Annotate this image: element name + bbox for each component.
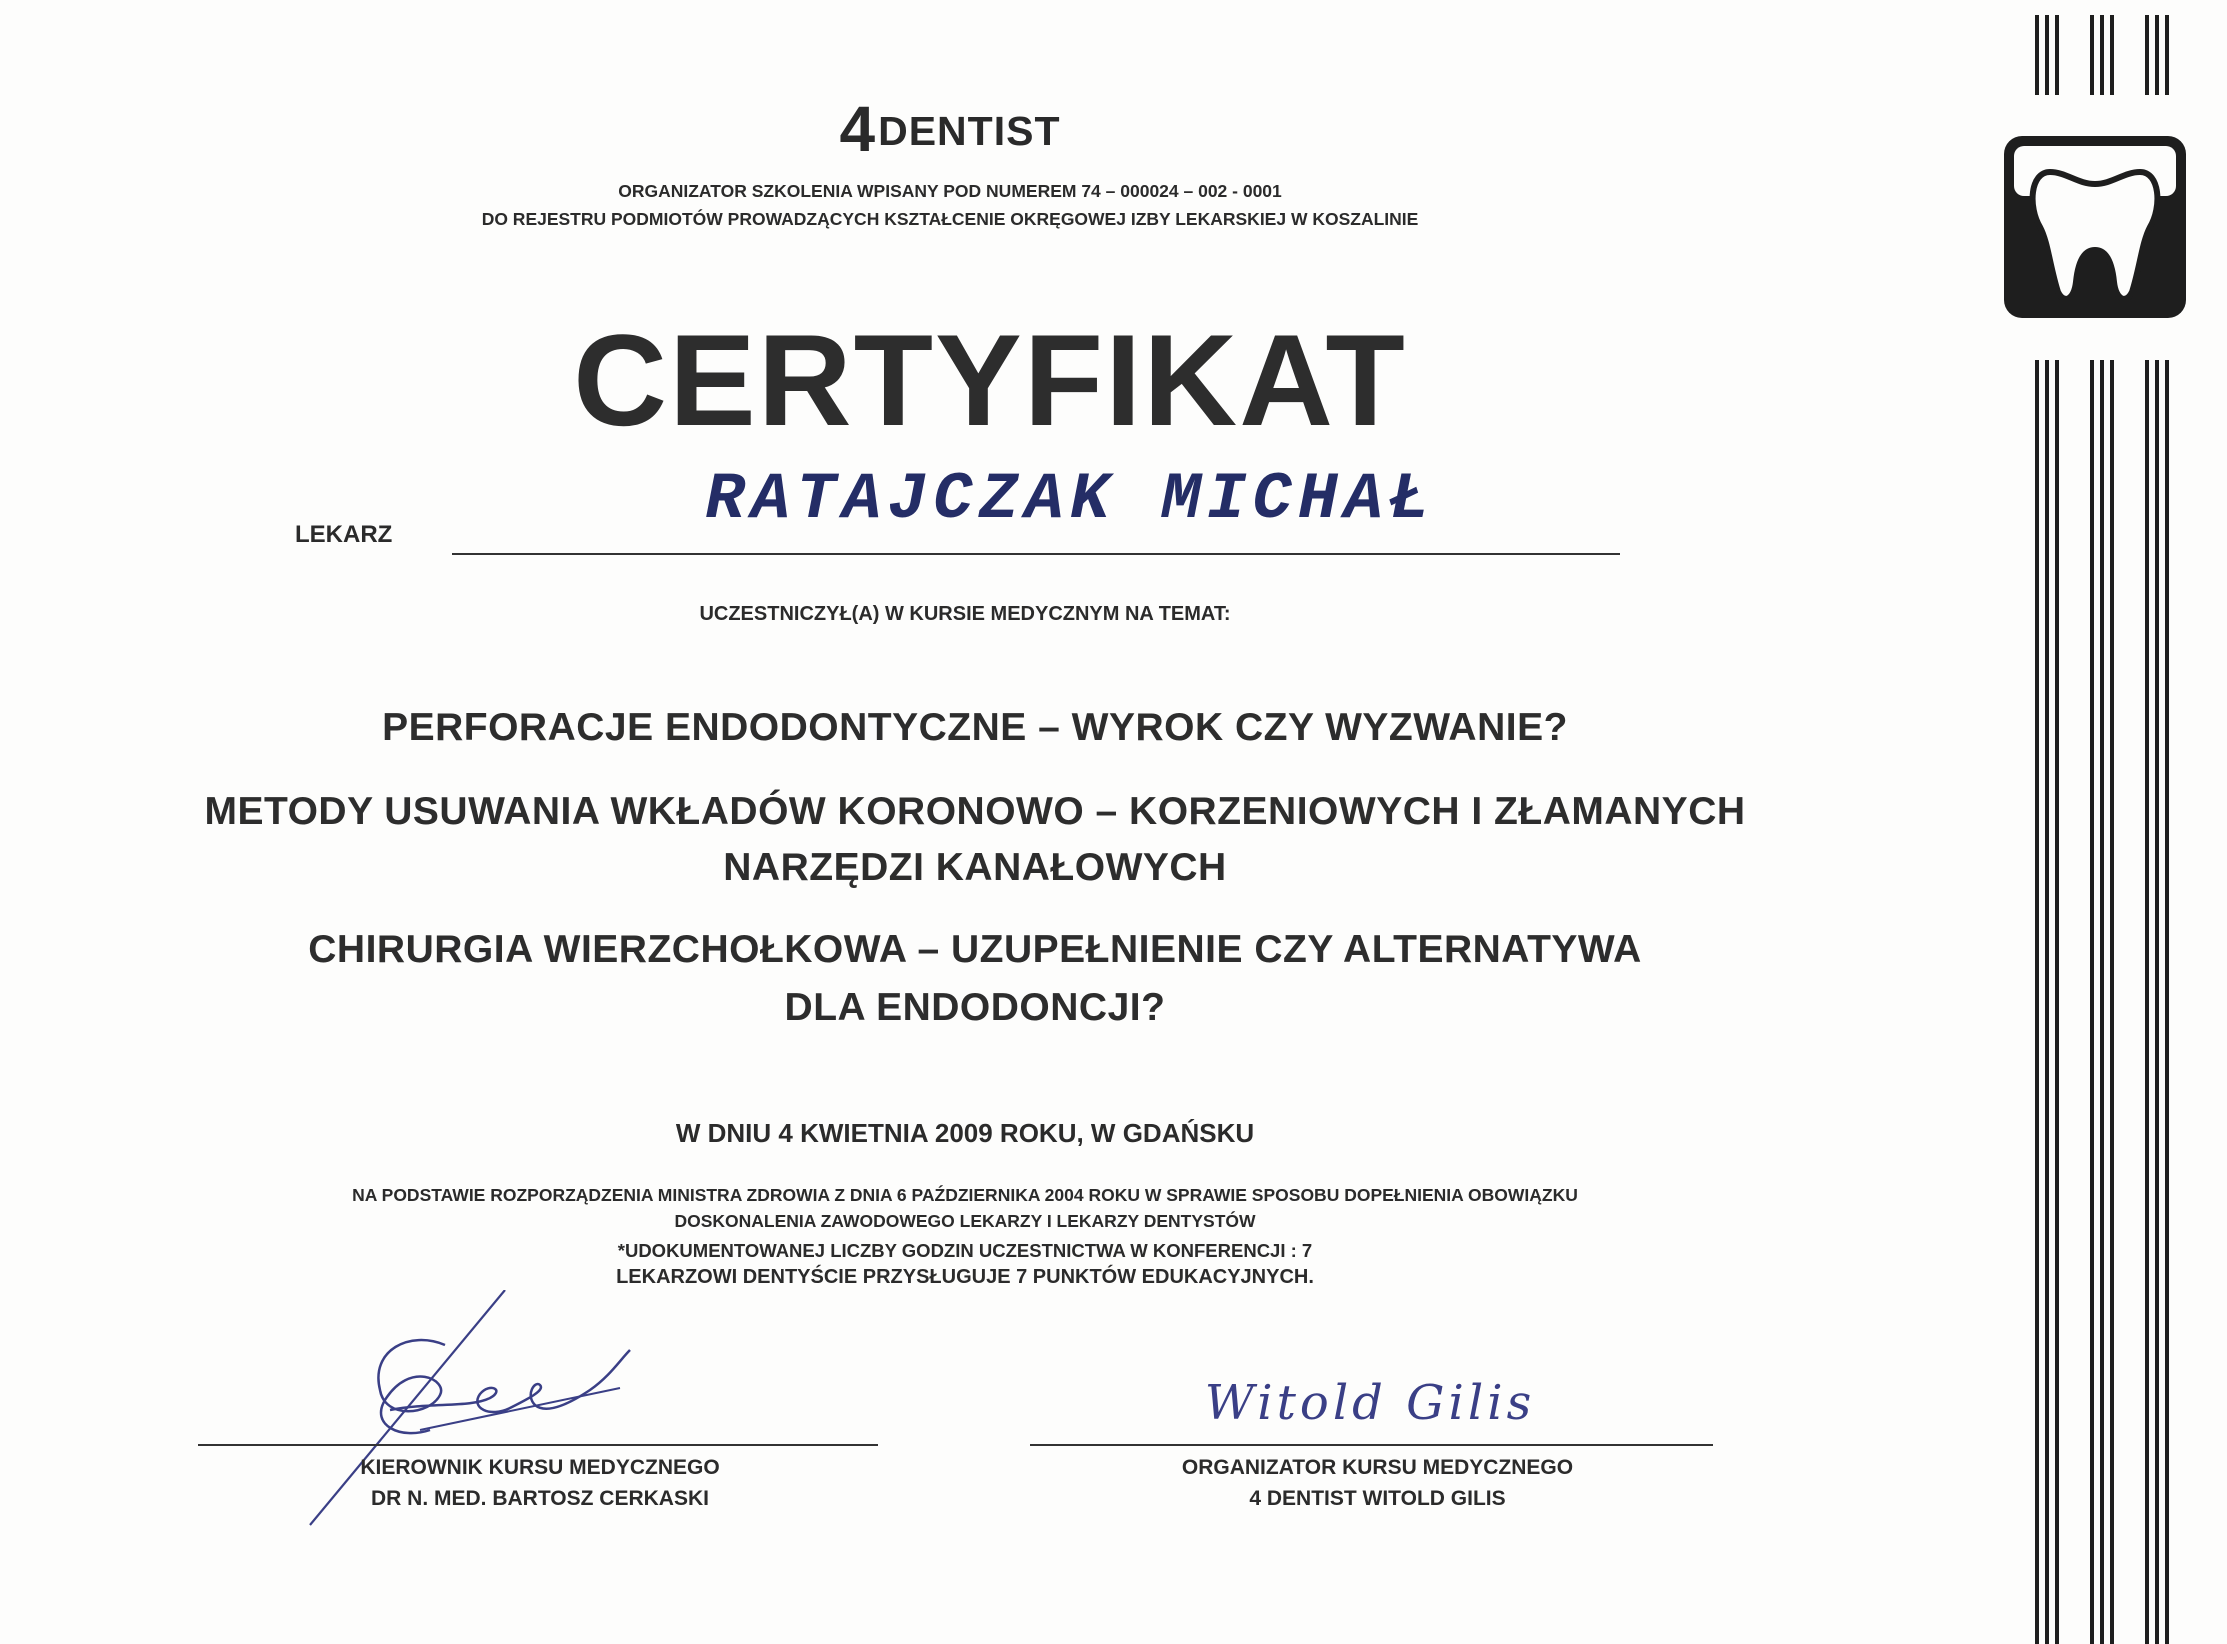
topic-3-line-1: CHIRURGIA WIERZCHOŁKOWA – UZUPEŁNIENIE CZY ALTERNATYWA bbox=[308, 928, 1642, 971]
recipient-label: LEKARZ bbox=[295, 521, 393, 548]
organizer-line-1: ORGANIZATOR SZKOLENIA WPISANY POD NUMEREM 74 – 000024 – 002 - 0001 bbox=[618, 181, 1282, 201]
certificate-title: CERTYFIKAT bbox=[573, 307, 1407, 453]
logo-4dentist bbox=[700, 92, 1200, 166]
recipient-name-line bbox=[452, 553, 1620, 555]
legal-line-1: NA PODSTAWIE ROZPORZĄDZENIA MINISTRA ZDROWIA Z DNIA 6 PAŹDZIERNIKA 2004 ROKU W SPRAWIE SPOSOBU DOPEŁNIENIA OBOWIĄZKU bbox=[352, 1185, 1578, 1205]
legal-line-4: LEKARZOWI DENTYŚCIE PRZYSŁUGUJE 7 PUNKTÓW EDUKACYJNYCH. bbox=[616, 1266, 1314, 1288]
right-signature-line bbox=[1030, 1444, 1713, 1446]
topic-2-line-1: METODY USUWANIA WKŁADÓW KORONOWO – KORZENIOWYCH I ZŁAMANYCH bbox=[204, 790, 1746, 833]
organizer-line-2: DO REJESTRU PODMIOTÓW PROWADZĄCYCH KSZTAŁCENIE OKRĘGOWEJ IZBY LEKARSKIEJ W KOSZALINIE bbox=[481, 209, 1419, 229]
logo-text: DENTIST bbox=[878, 108, 1061, 154]
logo-number: 4 bbox=[839, 93, 877, 165]
right-signature-name: 4 DENTIST WITOLD GILIS bbox=[1249, 1487, 1506, 1510]
topic-2-line-2: NARZĘDZI KANAŁOWYCH bbox=[723, 846, 1227, 889]
event-date-place: W DNIU 4 KWIETNIA 2009 ROKU, W GDAŃSKU bbox=[675, 1118, 1255, 1148]
legal-line-3: *UDOKUMENTOWANEJ LICZBY GODZIN UCZESTNICTWA W KONFERENCJI : 7 bbox=[617, 1240, 1313, 1261]
recipient-name: RATAJCZAK MICHAŁ bbox=[705, 462, 1435, 537]
left-signature-role: KIEROWNIK KURSU MEDYCZNEGO bbox=[360, 1456, 720, 1479]
legal-line-2: DOSKONALENIA ZAWODOWEGO LEKARZY I LEKARZY DENTYSTÓW bbox=[674, 1211, 1256, 1231]
left-signature-line bbox=[198, 1444, 878, 1446]
tooth-icon bbox=[2000, 132, 2190, 322]
topic-3-line-2: DLA ENDODONCJI? bbox=[784, 986, 1166, 1029]
participated-text: UCZESTNICZYŁ(A) W KURSIE MEDYCZNYM NA TEMAT: bbox=[699, 603, 1231, 625]
topic-1: PERFORACJE ENDODONTYCZNE – WYROK CZY WYZWANIE? bbox=[382, 706, 1568, 749]
left-signature-name: DR N. MED. BARTOSZ CERKASKI bbox=[371, 1487, 709, 1510]
right-signature: Witold Gilis bbox=[1204, 1375, 1536, 1431]
right-signature-role: ORGANIZATOR KURSU MEDYCZNEGO bbox=[1181, 1456, 1574, 1479]
